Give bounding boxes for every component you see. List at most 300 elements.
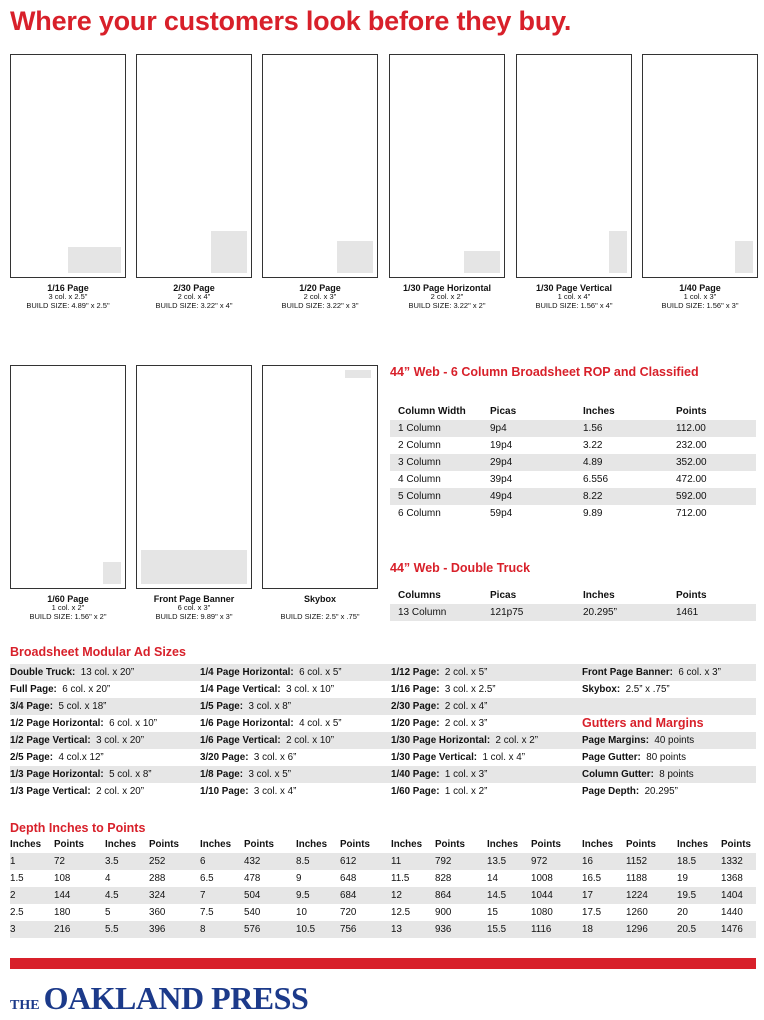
modular-cell bbox=[582, 681, 670, 698]
depth-cell: 6 bbox=[200, 856, 206, 867]
modular-value: 40 points bbox=[654, 735, 695, 746]
column-header: Inches bbox=[10, 839, 42, 850]
depth-cell: 18 bbox=[582, 924, 593, 935]
depth-cell: 792 bbox=[435, 856, 452, 867]
modular-label: 3/4 Page: bbox=[10, 701, 54, 712]
table-cell: 1 Column bbox=[398, 423, 441, 434]
depth-cell: 17.5 bbox=[582, 907, 602, 918]
ad-title: 1/60 Page bbox=[47, 594, 89, 604]
depth-cell: 5 bbox=[105, 907, 111, 918]
column-header: Picas bbox=[490, 406, 517, 417]
modular-row bbox=[10, 766, 756, 783]
ad-title: 1/20 Page bbox=[299, 283, 341, 293]
table-cell: 13 Column bbox=[398, 607, 447, 618]
modular-label: 1/6 Page Horizontal: bbox=[200, 718, 294, 729]
table-cell: 592.00 bbox=[676, 491, 707, 502]
ad-spec: 2 col. x 3" bbox=[303, 292, 337, 302]
ad-spec: 1 col. x 4" bbox=[557, 292, 591, 302]
column-header: Points bbox=[149, 839, 179, 850]
table-cell: 472.00 bbox=[676, 474, 707, 485]
depth-cell: 4.5 bbox=[105, 890, 119, 901]
modular-value: 6 col. x 20” bbox=[62, 684, 111, 695]
modular-cell bbox=[582, 783, 678, 800]
modular-label: Column Gutter: bbox=[582, 769, 654, 780]
column-header: Points bbox=[435, 839, 465, 850]
column-header: Inches bbox=[487, 839, 519, 850]
modular-cell bbox=[200, 766, 291, 783]
modular-label: 1/12 Page: bbox=[391, 667, 440, 678]
ad-spec: 1 col. x 2" bbox=[51, 603, 85, 613]
depth-cell: 288 bbox=[149, 873, 166, 884]
modular-label: 1/30 Page Vertical: bbox=[391, 752, 478, 763]
table-row bbox=[390, 420, 756, 437]
depth-cell: 14 bbox=[487, 873, 498, 884]
ad-build-size: BUILD SIZE: 3.22" x 3" bbox=[281, 300, 359, 310]
ad-area bbox=[211, 231, 247, 273]
depth-cell: 1476 bbox=[721, 924, 743, 935]
depth-cell: 1152 bbox=[626, 856, 648, 867]
depth-cell: 1296 bbox=[626, 924, 648, 935]
depth-cell: 684 bbox=[340, 890, 357, 901]
table-cell: 3.22 bbox=[583, 440, 603, 451]
depth-cell: 1.5 bbox=[10, 873, 24, 884]
ad-caption bbox=[642, 283, 758, 311]
modular-cell bbox=[10, 698, 106, 715]
table-cell: 112.00 bbox=[676, 423, 706, 434]
depth-cell: 540 bbox=[244, 907, 261, 918]
depth-cell: 972 bbox=[531, 856, 548, 867]
depth-cell: 936 bbox=[435, 924, 452, 935]
depth-cell: 8 bbox=[200, 924, 206, 935]
modular-cell bbox=[10, 783, 144, 800]
table-row bbox=[390, 471, 756, 488]
modular-value: 8 points bbox=[659, 769, 694, 780]
ad-sample-1-20-page bbox=[262, 54, 378, 278]
column-header: Points bbox=[54, 839, 84, 850]
ad-spec: 3 col. x 2.5" bbox=[48, 292, 88, 302]
depth-cell: 15 bbox=[487, 907, 498, 918]
depth-row bbox=[10, 904, 756, 921]
depth-cell: 720 bbox=[340, 907, 357, 918]
depth-cell: 1404 bbox=[721, 890, 743, 901]
modular-cell bbox=[10, 766, 152, 783]
table-cell: 232.00 bbox=[676, 440, 707, 451]
depth-cell: 3.5 bbox=[105, 856, 119, 867]
depth-cell: 18.5 bbox=[677, 856, 697, 867]
modular-label: Front Page Banner: bbox=[582, 667, 673, 678]
modular-value: 4 col. x 5” bbox=[299, 718, 342, 729]
ad-spec: 6 col. x 3" bbox=[177, 603, 211, 613]
depth-cell: 20 bbox=[677, 907, 688, 918]
depth-cell: 216 bbox=[54, 924, 71, 935]
table-cell: 20.295” bbox=[583, 607, 617, 618]
depth-cell: 1440 bbox=[721, 907, 743, 918]
modular-label: 1/16 Page: bbox=[391, 684, 440, 695]
ad-caption bbox=[262, 594, 378, 622]
modular-label: 1/3 Page Vertical: bbox=[10, 786, 91, 797]
modular-cell bbox=[200, 732, 334, 749]
depth-cell: 1224 bbox=[626, 890, 648, 901]
ad-title: 1/30 Page Vertical bbox=[535, 283, 613, 293]
ad-sample-1-30-vertical bbox=[516, 54, 632, 278]
modular-cell bbox=[200, 681, 334, 698]
column-header: Inches bbox=[583, 406, 615, 417]
modular-cell bbox=[200, 664, 342, 681]
page-headline: Where your customers look before they buy. bbox=[10, 6, 572, 36]
modular-cell bbox=[391, 698, 487, 715]
depth-cell: 15.5 bbox=[487, 924, 507, 935]
depth-cell: 1260 bbox=[626, 907, 648, 918]
column-header: Inches bbox=[200, 839, 232, 850]
table-cell: 2 Column bbox=[398, 440, 441, 451]
modular-value: 2 col. x 2” bbox=[495, 735, 539, 746]
depth-cell: 1008 bbox=[531, 873, 553, 884]
rop-table bbox=[390, 403, 756, 522]
modular-label: 1/6 Page Vertical: bbox=[200, 735, 281, 746]
depth-cell: 3 bbox=[10, 924, 16, 935]
modular-value: 5 col. x 18” bbox=[58, 701, 107, 712]
modular-row bbox=[10, 715, 756, 732]
column-header: Inches bbox=[677, 839, 709, 850]
modular-cell bbox=[200, 749, 296, 766]
depth-cell: 9 bbox=[296, 873, 302, 884]
modular-label: 1/8 Page: bbox=[200, 769, 244, 780]
modular-value: 2.5” x .75” bbox=[625, 684, 670, 695]
ad-build-size: BUILD SIZE: 9.89" x 3" bbox=[155, 611, 233, 621]
modular-title: Broadsheet Modular Ad Sizes bbox=[10, 645, 186, 659]
modular-label: 2/5 Page: bbox=[10, 752, 54, 763]
table-row bbox=[390, 505, 756, 522]
depth-cell: 1116 bbox=[531, 924, 552, 935]
depth-cell: 16.5 bbox=[582, 873, 602, 884]
table-cell: 9.89 bbox=[583, 508, 603, 519]
modular-cell bbox=[391, 766, 487, 783]
oakland-press-logo bbox=[10, 980, 308, 1017]
ad-spec: 1 col. x 3" bbox=[683, 292, 717, 302]
ad-build-size: BUILD SIZE: 3.22" x 2" bbox=[408, 300, 486, 310]
ad-area bbox=[103, 562, 121, 584]
column-header: Inches bbox=[583, 590, 615, 601]
modular-label: Double Truck: bbox=[10, 667, 76, 678]
modular-cell bbox=[391, 749, 525, 766]
column-header: Points bbox=[340, 839, 370, 850]
modular-value: 1 col. x 2” bbox=[444, 786, 488, 797]
depth-cell: 324 bbox=[149, 890, 166, 901]
depth-cell: 9.5 bbox=[296, 890, 310, 901]
depth-cell: 900 bbox=[435, 907, 452, 918]
depth-cell: 1188 bbox=[626, 873, 648, 884]
modular-cell bbox=[391, 715, 487, 732]
rop-table-title: 44” Web - 6 Column Broadsheet ROP and Classified bbox=[390, 365, 699, 379]
modular-value: 2 col. x 4” bbox=[444, 701, 488, 712]
modular-value: 4 col.x 12” bbox=[58, 752, 104, 763]
modular-value: 1 col. x 3” bbox=[444, 769, 488, 780]
footer-red-bar bbox=[10, 958, 756, 969]
double-truck-table bbox=[390, 587, 756, 621]
depth-cell: 828 bbox=[435, 873, 452, 884]
ad-sample-2-30-page bbox=[136, 54, 252, 278]
modular-label: 1/10 Page: bbox=[200, 786, 249, 797]
modular-value: 6 col. x 5” bbox=[299, 667, 342, 678]
logo-the: THE bbox=[10, 998, 40, 1013]
depth-cell: 252 bbox=[149, 856, 166, 867]
ad-title: Skybox bbox=[303, 594, 336, 604]
modular-row bbox=[10, 749, 756, 766]
table-cell: 4.89 bbox=[583, 457, 603, 468]
ad-title: 1/30 Page Horizontal bbox=[402, 283, 492, 293]
modular-cell bbox=[582, 664, 721, 681]
table-cell: 4 Column bbox=[398, 474, 441, 485]
depth-cell: 1044 bbox=[531, 890, 553, 901]
modular-label: Full Page: bbox=[10, 684, 57, 695]
modular-cell bbox=[10, 664, 134, 681]
modular-value: 3 col. x 6” bbox=[253, 752, 297, 763]
depth-cell: 144 bbox=[54, 890, 71, 901]
ad-area bbox=[464, 251, 500, 273]
depth-cell: 7 bbox=[200, 890, 206, 901]
modular-value: 2 col. x 20” bbox=[96, 786, 144, 797]
depth-cell: 10.5 bbox=[296, 924, 316, 935]
column-header: Inches bbox=[296, 839, 328, 850]
table-cell: 1.56 bbox=[583, 423, 603, 434]
modular-label: 1/5 Page: bbox=[200, 701, 244, 712]
ad-build-size: BUILD SIZE: 1.56" x 4" bbox=[535, 300, 613, 310]
depth-cell: 20.5 bbox=[677, 924, 697, 935]
depth-cell: 1332 bbox=[721, 856, 743, 867]
depth-cell: 504 bbox=[244, 890, 261, 901]
depth-row bbox=[10, 870, 756, 887]
column-header: Inches bbox=[391, 839, 423, 850]
ad-build-size: BUILD SIZE: 4.89" x 2.5" bbox=[26, 300, 110, 310]
modular-cell bbox=[582, 749, 686, 766]
modular-label: 1/60 Page: bbox=[391, 786, 440, 797]
ad-caption bbox=[262, 283, 378, 311]
ad-build-size: BUILD SIZE: 3.22" x 4" bbox=[155, 300, 233, 310]
ad-area bbox=[68, 247, 121, 273]
modular-cell bbox=[200, 783, 296, 800]
table-cell: 712.00 bbox=[676, 508, 707, 519]
modular-cell bbox=[200, 715, 342, 732]
modular-value: 80 points bbox=[646, 752, 687, 763]
depth-cell: 360 bbox=[149, 907, 166, 918]
depth-cell: 13.5 bbox=[487, 856, 507, 867]
modular-label: 1/3 Page Horizontal: bbox=[10, 769, 104, 780]
depth-cell: 2 bbox=[10, 890, 16, 901]
depth-cell: 19.5 bbox=[677, 890, 697, 901]
table-cell: 39p4 bbox=[490, 474, 513, 485]
depth-cell: 612 bbox=[340, 856, 357, 867]
modular-cell bbox=[10, 715, 157, 732]
modular-cell bbox=[391, 732, 538, 749]
depth-header-row bbox=[10, 836, 756, 853]
modular-value: 20.295” bbox=[644, 786, 678, 797]
modular-value: 2 col. x 10” bbox=[286, 735, 334, 746]
ad-caption bbox=[10, 594, 126, 622]
table-cell: 1461 bbox=[676, 607, 699, 618]
ad-sample-front-page-banner bbox=[136, 365, 252, 589]
modular-cell bbox=[582, 766, 694, 783]
ad-title: 1/16 Page bbox=[47, 283, 89, 293]
ad-caption bbox=[389, 283, 505, 311]
modular-cell bbox=[391, 664, 487, 681]
modular-value: 3 col. x 5” bbox=[248, 769, 291, 780]
depth-row bbox=[10, 887, 756, 904]
modular-label: Skybox: bbox=[582, 684, 621, 695]
modular-table bbox=[10, 664, 756, 800]
depth-cell: 756 bbox=[340, 924, 357, 935]
depth-cell: 1368 bbox=[721, 873, 743, 884]
depth-cell: 1 bbox=[10, 856, 16, 867]
table-cell: 8.22 bbox=[583, 491, 603, 502]
depth-cell: 72 bbox=[54, 856, 65, 867]
column-header: Inches bbox=[105, 839, 137, 850]
ad-sample-1-60-page bbox=[10, 365, 126, 589]
modular-cell bbox=[391, 681, 496, 698]
modular-cell bbox=[10, 749, 104, 766]
column-header: Points bbox=[676, 590, 707, 601]
modular-value: 3 col. x 8” bbox=[248, 701, 291, 712]
ad-spec: 2 col. x 2" bbox=[430, 292, 464, 302]
depth-cell: 576 bbox=[244, 924, 261, 935]
depth-cell: 5.5 bbox=[105, 924, 119, 935]
modular-label: Page Gutter: bbox=[582, 752, 641, 763]
modular-row bbox=[10, 664, 756, 681]
modular-value: 3 col. x 2.5” bbox=[444, 684, 496, 695]
depth-cell: 108 bbox=[54, 873, 71, 884]
ad-caption bbox=[10, 283, 126, 311]
depth-cell: 1080 bbox=[531, 907, 553, 918]
table-cell: 121p75 bbox=[490, 607, 524, 618]
ad-area bbox=[735, 241, 753, 273]
column-header: Inches bbox=[582, 839, 614, 850]
modular-value: 6 col. x 10” bbox=[109, 718, 158, 729]
modular-label: 1/40 Page: bbox=[391, 769, 440, 780]
ad-title: Front Page Banner bbox=[153, 594, 235, 604]
modular-row bbox=[10, 783, 756, 800]
depth-cell: 180 bbox=[54, 907, 71, 918]
modular-value: 3 col. x 4” bbox=[253, 786, 297, 797]
modular-label: 1/30 Page Horizontal: bbox=[391, 735, 491, 746]
depth-row bbox=[10, 853, 756, 870]
modular-row bbox=[10, 681, 756, 698]
table-cell: 3 Column bbox=[398, 457, 441, 468]
table-row bbox=[390, 454, 756, 471]
modular-row bbox=[10, 732, 756, 749]
depth-cell: 4 bbox=[105, 873, 111, 884]
modular-value: 2 col. x 5” bbox=[444, 667, 488, 678]
depth-cell: 6.5 bbox=[200, 873, 214, 884]
ad-caption bbox=[516, 283, 632, 311]
logo-name: OAKLAND PRESS bbox=[43, 980, 309, 1016]
ad-caption bbox=[136, 283, 252, 311]
depth-cell: 432 bbox=[244, 856, 261, 867]
modular-value: 2 col. x 3” bbox=[444, 718, 488, 729]
modular-label: 1/20 Page: bbox=[391, 718, 440, 729]
depth-cell: 12.5 bbox=[391, 907, 411, 918]
column-header: Points bbox=[676, 406, 707, 417]
modular-label: 3/20 Page: bbox=[200, 752, 249, 763]
table-cell: 19p4 bbox=[490, 440, 513, 451]
ad-sample-1-40-page bbox=[642, 54, 758, 278]
modular-value: 6 col. x 3” bbox=[678, 667, 721, 678]
depth-cell: 2.5 bbox=[10, 907, 24, 918]
modular-label: 1/2 Page Vertical: bbox=[10, 735, 91, 746]
ad-area bbox=[141, 550, 247, 584]
table-cell: 6.556 bbox=[583, 474, 609, 485]
depth-cell: 10 bbox=[296, 907, 307, 918]
modular-cell bbox=[391, 783, 487, 800]
table-cell: 29p4 bbox=[490, 457, 513, 468]
depth-cell: 13 bbox=[391, 924, 402, 935]
depth-cell: 478 bbox=[244, 873, 261, 884]
ad-title: 1/40 Page bbox=[679, 283, 721, 293]
table-cell: 49p4 bbox=[490, 491, 513, 502]
depth-row bbox=[10, 921, 756, 938]
modular-value: 13 col. x 20” bbox=[80, 667, 135, 678]
depth-cell: 864 bbox=[435, 890, 452, 901]
gutters-title: Gutters and Margins bbox=[582, 716, 704, 730]
depth-table bbox=[10, 836, 756, 938]
column-header: Column Width bbox=[398, 406, 466, 417]
column-header: Points bbox=[531, 839, 561, 850]
column-header: Picas bbox=[490, 590, 517, 601]
ad-build-size: BUILD SIZE: 2.5" x .75" bbox=[280, 612, 360, 622]
modular-label: Page Depth: bbox=[582, 786, 640, 797]
column-header: Points bbox=[244, 839, 274, 850]
table-cell: 9p4 bbox=[490, 423, 507, 434]
modular-value: 1 col. x 4” bbox=[482, 752, 525, 763]
ad-title: 2/30 Page bbox=[173, 283, 215, 293]
modular-value: 5 col. x 8” bbox=[109, 769, 152, 780]
ad-area bbox=[337, 241, 373, 273]
depth-cell: 11 bbox=[391, 856, 402, 867]
ad-sample-1-30-horizontal bbox=[389, 54, 505, 278]
ad-build-size: BUILD SIZE: 1.56" x 3" bbox=[661, 300, 739, 310]
modular-value: 3 col. x 20” bbox=[96, 735, 144, 746]
depth-cell: 19 bbox=[677, 873, 688, 884]
column-header: Points bbox=[626, 839, 656, 850]
ad-caption bbox=[136, 594, 252, 622]
table-cell: 6 Column bbox=[398, 508, 441, 519]
ad-sample-skybox bbox=[262, 365, 378, 589]
table-cell: 5 Column bbox=[398, 491, 441, 502]
depth-cell: 396 bbox=[149, 924, 166, 935]
modular-value: 3 col. x 10” bbox=[286, 684, 334, 695]
modular-cell bbox=[10, 681, 110, 698]
modular-label: Page Margins: bbox=[582, 735, 649, 746]
depth-cell: 12 bbox=[391, 890, 402, 901]
modular-label: 2/30 Page: bbox=[391, 701, 440, 712]
table-cell: 59p4 bbox=[490, 508, 513, 519]
depth-cell: 17 bbox=[582, 890, 593, 901]
table-row bbox=[390, 488, 756, 505]
table-header-row bbox=[390, 587, 756, 604]
table-cell: 352.00 bbox=[676, 457, 707, 468]
ad-area bbox=[345, 370, 371, 378]
depth-cell: 11.5 bbox=[391, 873, 410, 884]
ad-area bbox=[609, 231, 627, 273]
depth-cell: 14.5 bbox=[487, 890, 507, 901]
depth-title: Depth Inches to Points bbox=[10, 821, 146, 835]
double-truck-title: 44” Web - Double Truck bbox=[390, 561, 531, 575]
table-row bbox=[390, 604, 756, 621]
modular-label: 1/4 Page Horizontal: bbox=[200, 667, 294, 678]
depth-cell: 8.5 bbox=[296, 856, 310, 867]
modular-label: 1/4 Page Vertical: bbox=[200, 684, 281, 695]
table-row bbox=[390, 437, 756, 454]
depth-cell: 16 bbox=[582, 856, 593, 867]
ad-build-size: BUILD SIZE: 1.56" x 2" bbox=[29, 611, 107, 621]
